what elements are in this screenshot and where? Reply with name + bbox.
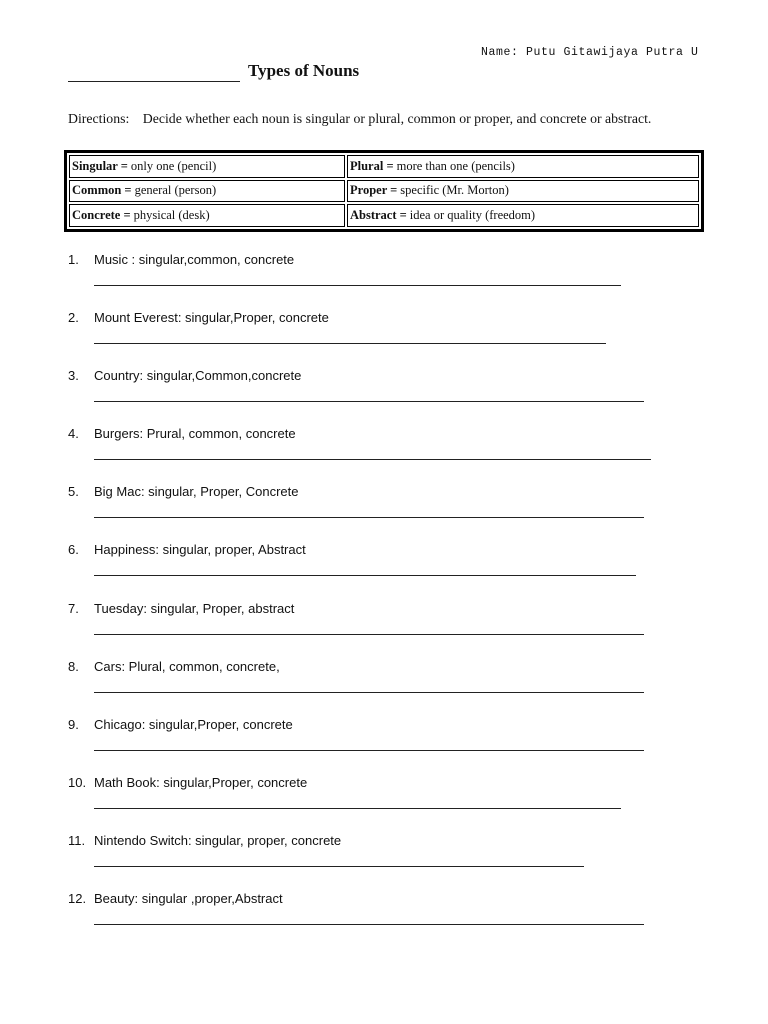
item-number: 6. [68,542,79,558]
list-item [68,775,688,833]
item-answer: Math Book: singular,Proper, concrete [94,774,308,790]
definition-desc: more than one (pencils) [396,158,515,173]
item-number: 5. [68,484,79,500]
definition-desc: physical (desk) [133,208,210,223]
directions [68,111,651,127]
page-title: Types of Nouns [248,61,360,80]
list-item [68,368,688,426]
definition-desc: general (person) [134,183,217,198]
item-answer: Chicago: singular,Proper, concrete [94,716,293,732]
definition-term: Singular = [72,158,128,173]
definitions-table [64,150,704,232]
list-item [68,484,688,542]
definition-common [69,180,345,203]
definition-singular [69,155,345,178]
item-number: 12. [68,891,87,907]
definition-desc: idea or quality (freedom) [409,208,536,223]
list-item [68,659,688,717]
item-number: 8. [68,658,79,674]
definition-desc: only one (pencil) [130,158,217,173]
directions-label: Directions: [68,111,130,126]
answer-line [94,343,606,344]
item-answer: Cars: Plural, common, concrete, [94,658,280,674]
answer-line [94,692,644,693]
item-answer: Mount Everest: singular,Proper, concrete [94,310,329,326]
list-item [68,252,688,310]
definition-proper [347,180,699,203]
worksheet-items [68,252,688,949]
definition-desc: specific (Mr. Morton) [400,183,509,198]
definition-term: Plural = [350,158,394,173]
definition-term: Common = [72,183,132,198]
definition-concrete [69,204,345,227]
definition-term: Abstract = [350,208,407,223]
item-answer: Beauty: singular ,proper,Abstract [94,891,283,907]
answer-line [94,575,636,576]
item-number: 1. [68,252,79,267]
answer-line [94,401,644,402]
answer-line [94,924,644,925]
answer-line [94,634,644,635]
list-item [68,833,688,891]
item-answer: Music : singular,common, concrete [94,252,295,267]
answer-line [94,750,644,751]
answer-line [94,808,621,809]
list-item [68,891,688,949]
definition-plural [347,155,699,178]
item-number: 2. [68,310,79,326]
item-number: 11. [68,832,86,848]
item-number: 3. [68,368,79,384]
item-answer: Burgers: Prural, common, concrete [94,426,296,442]
answer-line [94,866,584,867]
item-number: 9. [68,716,79,732]
list-item [68,426,688,484]
title-blank-line [68,63,240,82]
title-row [68,60,359,82]
list-item [68,542,688,600]
item-number: 4. [68,426,79,442]
list-item [68,717,688,775]
item-answer: Happiness: singular, proper, Abstract [94,542,306,558]
student-name: Name: Putu Gitawijaya Putra U [481,46,699,59]
item-answer: Nintendo Switch: singular, proper, concrete [94,832,342,848]
definition-term: Concrete = [72,208,131,223]
item-number: 7. [68,600,79,616]
item-number: 10. [68,774,87,790]
definition-abstract [347,204,699,227]
list-item [68,601,688,659]
definition-term: Proper = [350,183,398,198]
list-item [68,310,688,368]
directions-text: Decide whether each noun is singular or plural, common or proper, and concrete or abstract. [142,111,652,126]
item-answer: Big Mac: singular, Proper, Concrete [94,484,299,500]
item-answer: Tuesday: singular, Proper, abstract [94,600,295,616]
answer-line [94,285,621,286]
answer-line [94,517,644,518]
item-answer: Country: singular,Common,concrete [94,368,302,384]
answer-line [94,459,651,460]
